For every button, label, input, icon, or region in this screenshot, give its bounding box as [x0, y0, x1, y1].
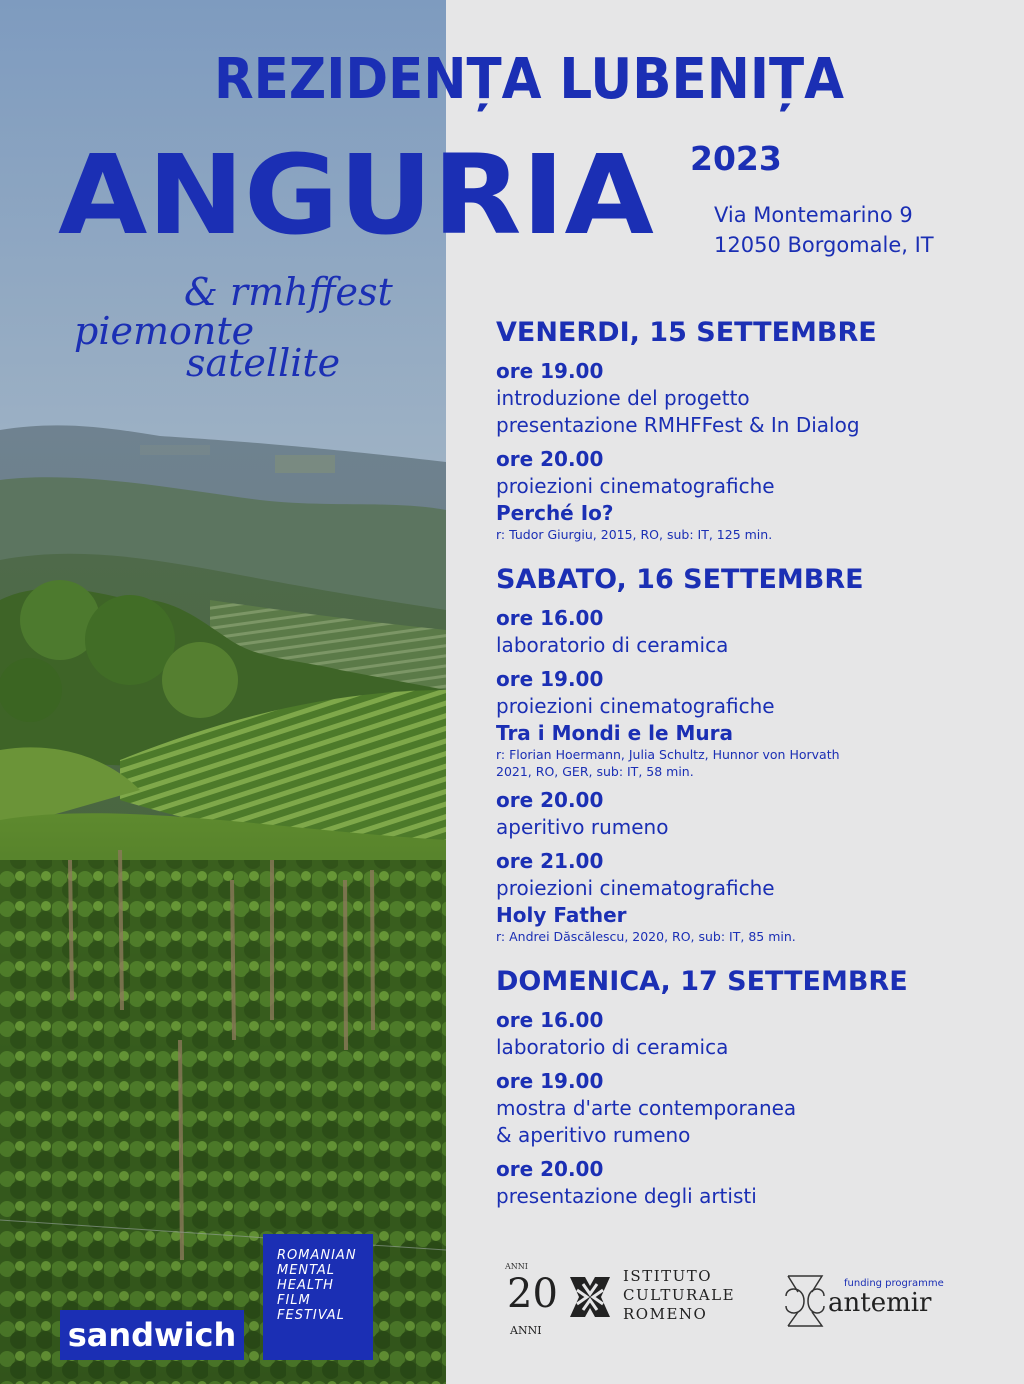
icr-name-line: ROMENO: [623, 1305, 708, 1323]
event-time: ore 16.00: [496, 1008, 604, 1032]
subtitle-piemonte: piemonte: [74, 309, 255, 353]
event-description: aperitivo rumeno: [496, 815, 669, 839]
title-anguria: ANGURIA: [58, 131, 654, 259]
day-heading: SABATO, 16 SETTEMBRE: [496, 564, 864, 595]
cantemir-name: antemir: [828, 1288, 932, 1318]
event-item: [496, 1068, 1006, 1149]
event-description: laboratorio di ceramica: [496, 633, 729, 657]
event-item: [496, 358, 1006, 439]
event-time: ore 19.00: [496, 667, 604, 691]
film-title: Holy Father: [496, 903, 627, 927]
film-credit: r: Andrei Dăscălescu, 2020, RO, sub: IT, 85 min.: [496, 929, 796, 944]
rmhff-logo-line: HEALTH: [277, 1278, 334, 1293]
icr-name: [623, 1267, 735, 1324]
cantemir-emblem-icon: [782, 1272, 828, 1330]
film-title: Tra i Mondi e le Mura: [496, 721, 734, 745]
day-block: [496, 316, 1006, 543]
icr-emblem-icon: [565, 1272, 615, 1322]
schedule: [496, 316, 1006, 1230]
day-heading: VENERDI, 15 SETTEMBRE: [496, 317, 877, 348]
film-credit: r: Tudor Giurgiu, 2015, RO, sub: IT, 125 min.: [496, 527, 773, 542]
subtitle-satellite: satellite: [186, 341, 341, 385]
event-time: ore 19.00: [496, 359, 604, 383]
event-time: ore 21.00: [496, 849, 604, 873]
event-item: [496, 787, 1006, 841]
address-city: 12050 Borgomale, IT: [714, 233, 934, 257]
event-item: [496, 605, 1006, 659]
event-description: mostra d'arte contemporanea: [496, 1096, 797, 1120]
event-description: proiezioni cinematografiche: [496, 876, 775, 900]
rmhff-logo-line: FILM: [277, 1293, 311, 1308]
rmhff-logo-line: MENTAL: [277, 1263, 336, 1278]
rmhff-logo-line: FESTIVAL: [277, 1308, 345, 1323]
icr-name-line: CULTURALE: [623, 1286, 736, 1304]
film-title: Perché Io?: [496, 501, 614, 525]
icr-anni-top: ANNI: [505, 1262, 528, 1271]
day-block: [496, 965, 1006, 1210]
event-description: & aperitivo rumeno: [496, 1123, 691, 1147]
cantemir-funding-label: funding programme: [844, 1278, 944, 1289]
day-heading: DOMENICA, 17 SETTEMBRE: [496, 966, 908, 997]
event-description: proiezioni cinematografiche: [496, 474, 775, 498]
event-description: laboratorio di ceramica: [496, 1035, 729, 1059]
event-item: [496, 848, 1006, 945]
event-time: ore 20.00: [496, 447, 604, 471]
subtitle-rmhffest: & rmhffest: [184, 270, 393, 314]
address: [714, 200, 934, 260]
film-credit: 2021, RO, GER, sub: IT, 58 min.: [496, 764, 694, 779]
film-credit: r: Florian Hoermann, Julia Schultz, Hunnor von Horvath: [496, 747, 840, 762]
year: 2023: [690, 139, 782, 178]
title-residence: REZIDENȚA LUBENIȚA: [214, 47, 845, 112]
cantemir-logo: [782, 1272, 962, 1332]
rmhff-logo: [263, 1234, 373, 1360]
event-time: ore 20.00: [496, 788, 604, 812]
icr-anni: ANNI: [510, 1324, 542, 1337]
event-time: ore 19.00: [496, 1069, 604, 1093]
istituto-culturale-romeno-logo: [505, 1262, 745, 1342]
event-description: proiezioni cinematografiche: [496, 694, 775, 718]
icr-anniversary-number: 20: [507, 1271, 558, 1317]
event-time: ore 20.00: [496, 1157, 604, 1181]
icr-name-line: ISTITUTO: [623, 1267, 713, 1285]
event-description: presentazione RMHFFest & In Dialog: [496, 413, 860, 437]
event-item: [496, 446, 1006, 543]
rmhff-logo-line: ROMANIAN: [277, 1248, 357, 1263]
event-item: [496, 1156, 1006, 1210]
event-time: ore 16.00: [496, 606, 604, 630]
event-description: introduzione del progetto: [496, 386, 750, 410]
sandwich-logo: sandwich: [60, 1310, 244, 1360]
event-item: [496, 666, 1006, 780]
event-description: presentazione degli artisti: [496, 1184, 757, 1208]
event-item: [496, 1007, 1006, 1061]
address-street: Via Montemarino 9: [714, 203, 913, 227]
day-block: [496, 563, 1006, 945]
